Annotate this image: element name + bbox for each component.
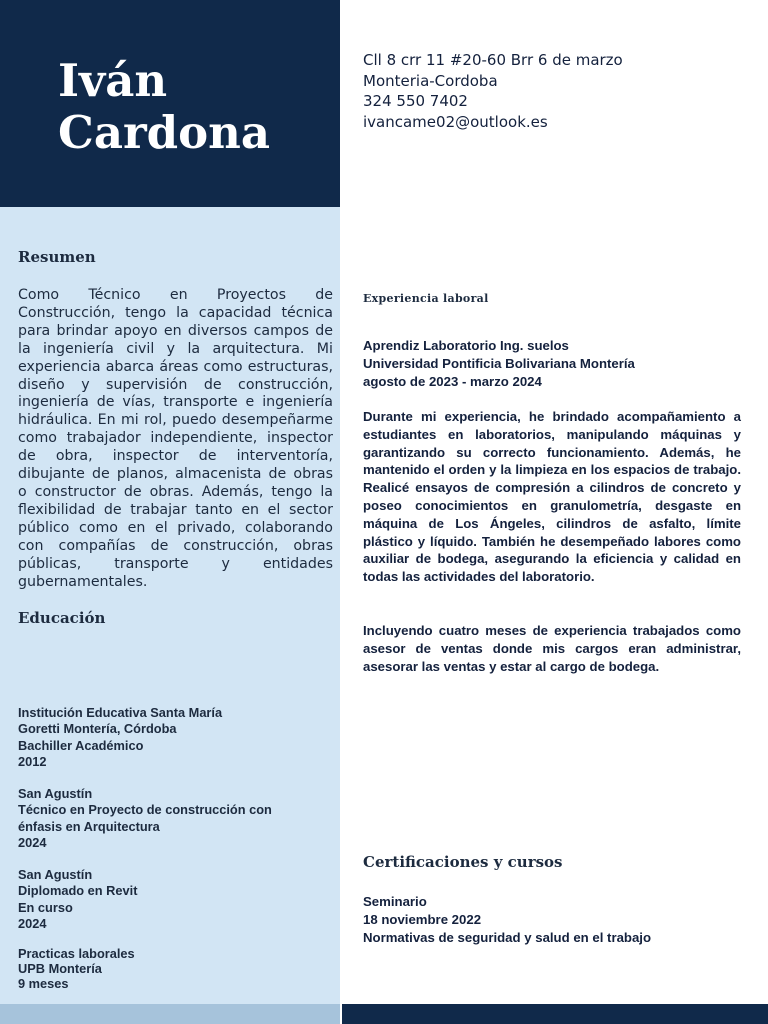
candidate-name bbox=[58, 55, 270, 159]
education-line: 2012 bbox=[18, 753, 47, 769]
summary-text: Como Técnico en Proyectos de Construcción, tengo la capacidad técnica para brindar apoyo en diversos campos de la ingeniería civil y la arquitectura. Mi experiencia abarca áreas como estructuras, diseño y supervisión de construcción, ingeniería de vías, transporte e ingeniería hidráulica. En mi rol, puedo desempeñarme como trabajador independiente, inspector de obra, inspector de interventoría, dibujante de planos, almacenista de obras o constructor de obras. Además, tengo la flexibilidad de trabajar tanto en el sector público como en el privado, colaborando con compañías de construcción, obras públicas, transporte y entidades gubernamentales. bbox=[18, 287, 333, 590]
education-line: San Agustín bbox=[18, 867, 93, 882]
education-line: Diplomado en Revit bbox=[18, 883, 138, 899]
footer-bar-right bbox=[342, 1004, 768, 1024]
education-line: En curso bbox=[18, 899, 73, 915]
contact-email: ivancame02@outlook.es bbox=[363, 112, 548, 131]
education-entry bbox=[18, 946, 135, 991]
certification-entry bbox=[363, 893, 651, 947]
name-header-block bbox=[0, 0, 340, 207]
education-line: Practicas laborales bbox=[18, 946, 135, 961]
contact-info bbox=[363, 50, 623, 132]
education-line: Técnico en Proyecto de construcción con bbox=[18, 802, 272, 818]
education-line: Goretti Montería, Córdoba bbox=[18, 721, 177, 737]
first-name: Iván bbox=[58, 54, 168, 107]
job-employer: Universidad Pontificia Bolivariana Montería bbox=[363, 355, 635, 371]
education-entry bbox=[18, 786, 272, 851]
certification-date: 18 noviembre 2022 bbox=[363, 912, 482, 927]
education-line: Bachiller Académico bbox=[18, 737, 144, 753]
experience-heading: Experiencia laboral bbox=[363, 292, 489, 305]
education-line: UPB Montería bbox=[18, 961, 102, 976]
education-heading: Educación bbox=[18, 609, 106, 627]
contact-address: Cll 8 crr 11 #20-60 Brr 6 de marzo bbox=[363, 51, 623, 69]
education-line: San Agustín bbox=[18, 786, 93, 801]
education-line: 2024 bbox=[18, 915, 47, 931]
education-entry bbox=[18, 867, 137, 932]
footer-bar-left bbox=[0, 1004, 340, 1024]
certification-type: Seminario bbox=[363, 894, 427, 909]
education-entry bbox=[18, 705, 222, 770]
job-description-extra: Incluyendo cuatro meses de experiencia trabajados como asesor de ventas donde mis cargos eran administrar, asesorar las ventas y estar al cargo de bodega. bbox=[363, 623, 741, 674]
job-title: Aprendiz Laboratorio Ing. suelos bbox=[363, 338, 569, 353]
contact-city: Monteria-Cordoba bbox=[363, 71, 498, 90]
certification-name: Normativas de seguridad y salud en el trabajo bbox=[363, 930, 652, 945]
education-line: 9 meses bbox=[18, 976, 69, 991]
summary-heading: Resumen bbox=[18, 248, 96, 266]
contact-phone: 324 550 7402 bbox=[363, 92, 468, 110]
education-line: 2024 bbox=[18, 834, 47, 850]
job-period: agosto de 2023 - marzo 2024 bbox=[363, 373, 542, 389]
job-description: Durante mi experiencia, he brindado acompañamiento a estudiantes en laboratorios, manipulando máquinas y garantizando su correcto funcionamiento. Además, he mantenido el orden y la limpieza en los espacios de trabajo. Realicé ensayos de compresión a cilindros de concreto y poseo conocimientos en granulometría, desgaste en máquina de Los Ángeles, cilindros de asfalto, límite plástico y líquido. También he desempeñado labores como auxiliar de bodega, asegurando la eficiencia y calidad en todas las actividades del laboratorio. bbox=[363, 409, 741, 585]
last-name: Cardona bbox=[58, 106, 271, 159]
certifications-heading: Certificaciones y cursos bbox=[363, 853, 563, 871]
education-line: énfasis en Arquitectura bbox=[18, 818, 160, 834]
job-header bbox=[363, 337, 741, 390]
education-line: Institución Educativa Santa María bbox=[18, 705, 223, 720]
